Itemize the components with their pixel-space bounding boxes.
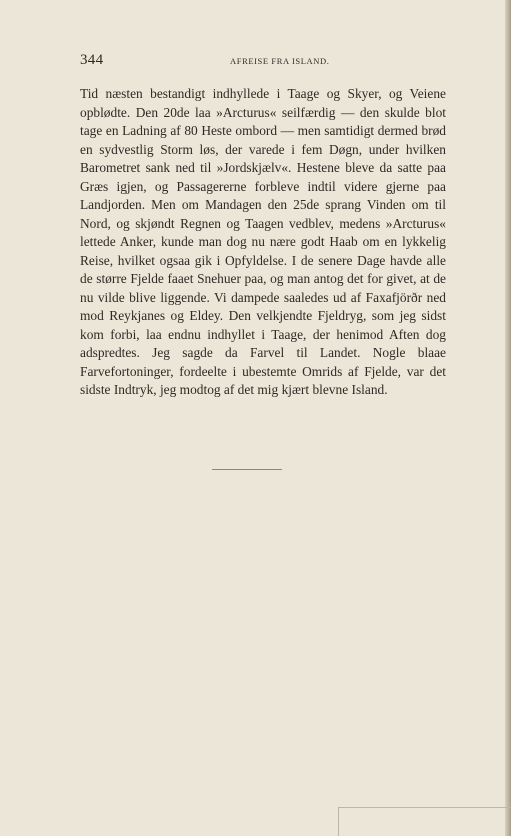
page-edge bbox=[505, 0, 511, 836]
section-end-rule bbox=[212, 469, 282, 470]
page-number: 344 bbox=[80, 52, 104, 68]
body-paragraph: Tid næsten bestandigt indhyllede i Taage og Skyer, og Veiene opblødte. Den 20de laa »Arcturus« seilfærdig — den skulde blot tage en Ladning af 80 Heste ombord — men samtidigt dermed brød en sydvestlig Storm løs, der varede i fem Døgn, under hvilken Barometret sank ned til »Jordskjælv«. Hestene bleve da satte paa Græs igjen, og Passagererne forbleve indtil videre gjerne paa Landjorden. Men om Mandagen den 25de sprang Vinden om til Nord, og skjøndt Regnen og Taagen vedblev, medens »Arcturus« lettede Anker, kunde man dog nu nære godt Haab om en lykkelig Reise, hvilket ogsaa gik i Opfyldelse. I de senere Dage havde alle de større Fjelde faaet Snehuer paa, og man antog det for givet, at de nu vilde blive liggende. Vi dampede saaledes ud af Faxafjörðr ned mod Reykjanes og Eldey. Den velkjendte Fjeldryg, som jeg sidst kom forbi, laa endnu indhyllet i Taage, der henimod Aften dog adspredtes. Jeg sagde da Farvel til Landet. Nogle blaae Farvefortoninger, fordeelte i ubestemte Omrids af Fjelde, var det sidste Indtryk, jeg modtog af det mig kjært blevne Island. bbox=[80, 86, 446, 397]
running-head: AFREISE FRA ISLAND. bbox=[230, 56, 330, 66]
corner-mark bbox=[338, 807, 511, 836]
page-header bbox=[80, 52, 430, 72]
